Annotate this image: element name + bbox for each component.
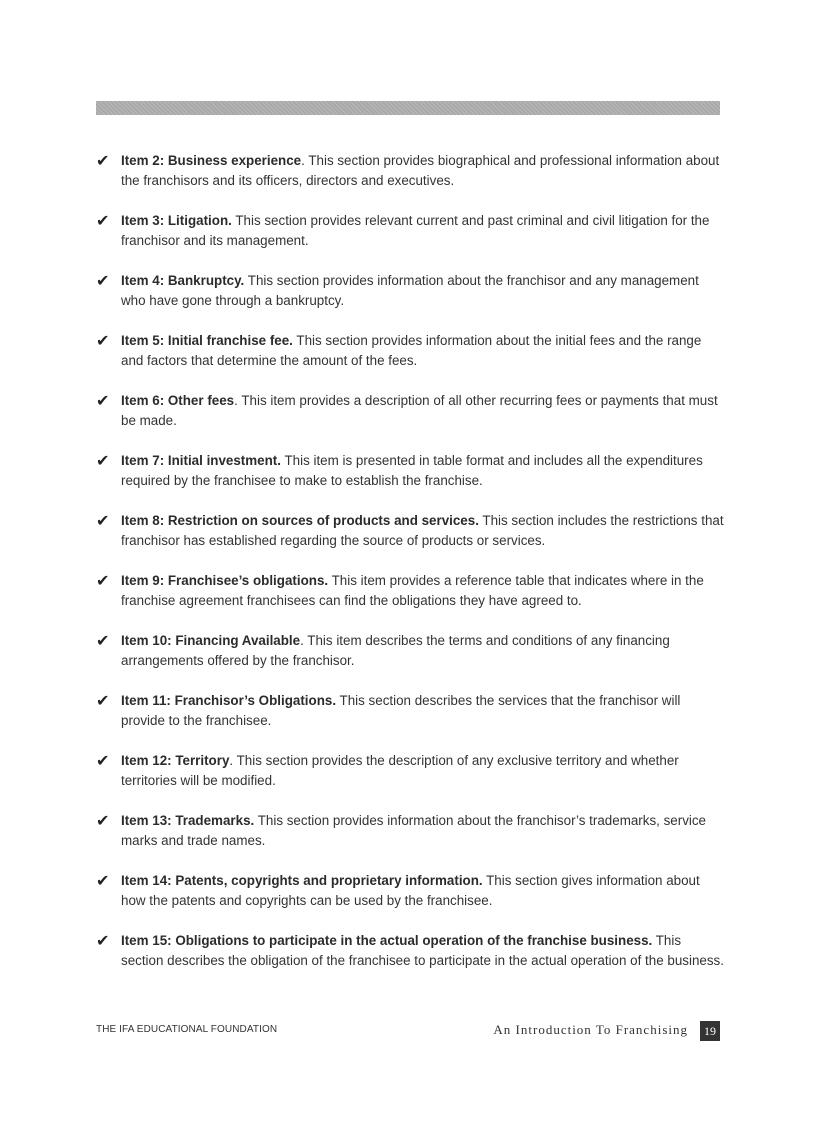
item-description: This section provides the description of any exclusive territory and whether territories will be modified.: [121, 753, 679, 788]
checkmark-icon: ✔: [96, 331, 110, 350]
item-description: This item provides a description of all other recurring fees or payments that must be made.: [121, 393, 718, 428]
item-title: Item 13: Trademarks.: [121, 813, 255, 828]
item-title-punctuation: .: [300, 633, 304, 648]
checkmark-icon: ✔: [96, 451, 110, 470]
item-description: This item describes the terms and conditions of any financing arrangements offered by the franchisor.: [121, 633, 670, 668]
item-title-punctuation: .: [229, 753, 234, 768]
item-title-punctuation: .: [234, 393, 238, 408]
checkmark-icon: ✔: [96, 271, 110, 290]
item-title: Item 11: Franchisor’s Obligations.: [121, 693, 337, 708]
item-description: This section provides information about the initial fees and the range and factors that determine the amount of the fees.: [121, 333, 702, 368]
item-description: This item provides a reference table that indicates where in the franchise agreement franchisees can find the obligations they have agreed to.: [121, 573, 704, 608]
item-description: This item is presented in table format and includes all the expenditures required by the franchisee to make to establish the franchise.: [121, 453, 703, 488]
checkmark-icon: ✔: [96, 571, 110, 590]
checkmark-icon: ✔: [96, 151, 110, 170]
item-list: [96, 151, 726, 991]
item-title: Item 4: Bankruptcy.: [121, 273, 245, 288]
list-item: [96, 691, 726, 751]
checkmark-icon: ✔: [96, 751, 110, 770]
item-description: This section provides relevant current and past criminal and civil litigation for the franchisor and its management.: [121, 213, 710, 248]
item-title: Item 10: Financing Available: [121, 633, 301, 648]
item-description: This section provides biographical and professional information about the franchisors and its officers, directors and executives.: [121, 153, 720, 188]
footer-organization: THE IFA EDUCATIONAL FOUNDATION: [96, 1024, 278, 1035]
item-title-punctuation: .: [301, 153, 305, 168]
page-number: 19: [700, 1021, 720, 1041]
item-title: Item 12: Territory: [121, 753, 230, 768]
item-description: This section gives information about how the patents and copyrights can be used by the franchisee.: [121, 873, 700, 908]
checkmark-icon: ✔: [96, 391, 110, 410]
item-description: This section describes the obligation of the franchisee to participate in the actual operation of the business.: [121, 933, 724, 968]
item-description: This section describes the services that the franchisor will provide to the franchisee.: [121, 693, 681, 728]
checkmark-icon: ✔: [96, 631, 110, 650]
checkmark-icon: ✔: [96, 511, 110, 530]
list-item: [96, 451, 726, 511]
item-description: This section provides information about the franchisor and any management who have gone through a bankruptcy.: [121, 273, 699, 308]
list-item: [96, 151, 726, 211]
list-item: [96, 211, 726, 271]
item-title: Item 15: Obligations to participate in the actual operation of the franchise business.: [121, 933, 653, 948]
item-title: Item 8: Restriction on sources of products and services.: [121, 513, 479, 528]
list-item: [96, 331, 726, 391]
list-item: [96, 631, 726, 691]
item-description: This section includes the restrictions that franchisor has established regarding the source of products or services.: [121, 513, 724, 548]
item-title: Item 2: Business experience: [121, 153, 302, 168]
item-title: Item 6: Other fees: [121, 393, 235, 408]
checkmark-icon: ✔: [96, 931, 110, 950]
list-item: [96, 391, 726, 451]
footer-book-title: An Introduction To Franchising: [493, 1022, 688, 1037]
list-item: [96, 271, 726, 331]
checkmark-icon: ✔: [96, 691, 110, 710]
list-item: [96, 511, 726, 571]
item-description: This section provides information about the franchisor’s trademarks, service marks and trade names.: [121, 813, 707, 848]
item-title: Item 3: Litigation.: [121, 213, 232, 228]
item-title: Item 14: Patents, copyrights and proprietary information.: [121, 873, 483, 888]
item-title: Item 7: Initial investment.: [121, 453, 281, 468]
checkmark-icon: ✔: [96, 811, 110, 830]
checkmark-icon: ✔: [96, 211, 110, 230]
item-title: Item 5: Initial franchise fee.: [121, 333, 293, 348]
header-bar: [96, 101, 720, 115]
checkmark-icon: ✔: [96, 871, 110, 890]
list-item: [96, 751, 726, 811]
list-item: [96, 931, 726, 991]
list-item: [96, 811, 726, 871]
list-item: [96, 871, 726, 931]
item-title: Item 9: Franchisee’s obligations.: [121, 573, 329, 588]
list-item: [96, 571, 726, 631]
